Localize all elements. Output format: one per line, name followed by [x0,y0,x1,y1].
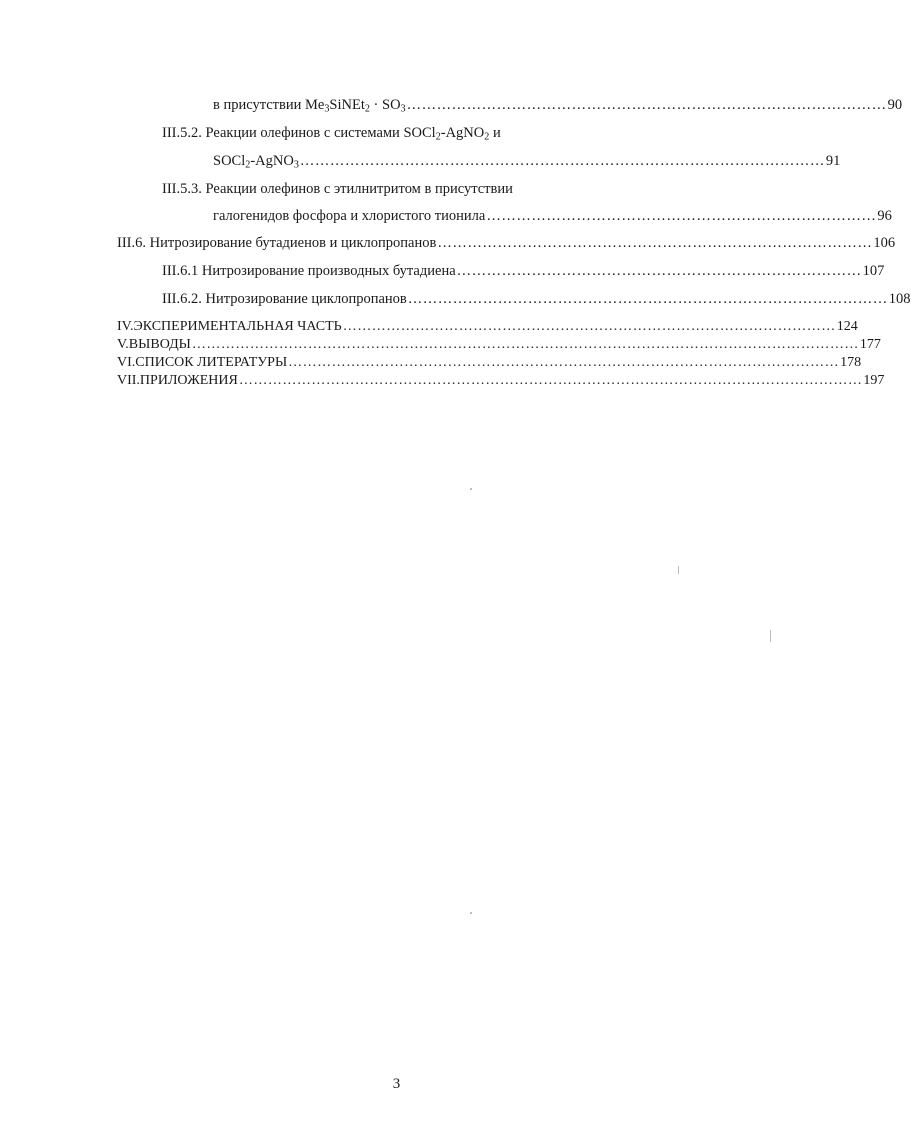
toc-page-number: 106 [873,235,896,251]
scan-artifact [770,630,771,642]
toc-entry-text: VII.ПРИЛОЖЕНИЯ [117,373,238,388]
toc-entry-text: V.ВЫВОДЫ [117,337,191,352]
dot-leader: ……………………………………………………………………… [456,263,862,279]
toc-entry [117,234,896,252]
dot-leader: ………………………………………………………………………………………………………………… [238,373,863,388]
toc-entry [162,262,885,280]
dot-leader: ………………………………………………………………………………………………………………………… [191,337,859,352]
toc-entry-text: в присутствии $Me_3SiNEt_2 \cdot SO_3$ [213,97,406,115]
toc-entry [117,318,858,336]
toc-page-number: 178 [840,355,862,370]
dot-leader: …………………………………………………………………………………………………… [288,355,840,370]
toc-entry-text: III.6.2. Нитрозирование циклопропанов [162,291,407,307]
dot-leader: …………………………………………………………………………………………… [299,153,825,169]
toc-entry [117,354,862,372]
toc-entry-heading-line: III.5.2. Реакции олефинов с системами SOCl$_2$-AgNO$_2$ и [162,125,501,143]
toc-entry [117,372,885,390]
toc-page-number: 108 [888,291,911,307]
page-number: 3 [392,1076,401,1092]
toc-entry-heading-line: III.5.3. Реакции олефинов с этилнитритом в присутствии [162,181,513,197]
toc-entry-continuation [213,207,892,225]
scan-artifact [470,488,472,490]
toc-page-number: 197 [863,373,885,388]
dot-leader: …………………………………………………………………………………… [407,291,888,307]
toc-entry-text: III.6.1 Нитрозирование производных бутадиена [162,263,456,279]
toc-page-number: 124 [836,319,858,334]
dot-leader: …………………………………………………………………… [486,208,877,224]
toc-page-number: 177 [859,337,881,352]
toc-entry-continuation [213,152,841,171]
dot-leader: …………………………………………………………………………… [437,235,873,251]
toc-page-number: 91 [825,153,841,169]
dot-leader: …………………………………………………………………………………… [406,97,887,113]
toc-page-number: 96 [877,208,892,224]
toc-entry-text: IV.ЭКСПЕРИМЕНТАЛЬНАЯ ЧАСТЬ [117,319,342,334]
toc-page-number: 90 [887,97,903,113]
toc-page-number: 107 [862,263,885,279]
scan-artifact [470,912,472,914]
toc-entry-continuation [213,96,903,115]
toc-entry [117,336,881,354]
toc-entry-text: SOCl$_2$-AgNO$_3$ [213,153,299,171]
toc-entry [162,290,911,308]
dot-leader: ………………………………………………………………………………………… [342,319,836,334]
toc-entry-text: VI.СПИСОК ЛИТЕРАТУРЫ [117,355,288,370]
toc-entry-text: III.6. Нитрозирование бутадиенов и циклопропанов [117,235,437,251]
scan-artifact [678,566,679,574]
toc-entry-text: галогенидов фосфора и хлористого тионила [213,208,486,224]
